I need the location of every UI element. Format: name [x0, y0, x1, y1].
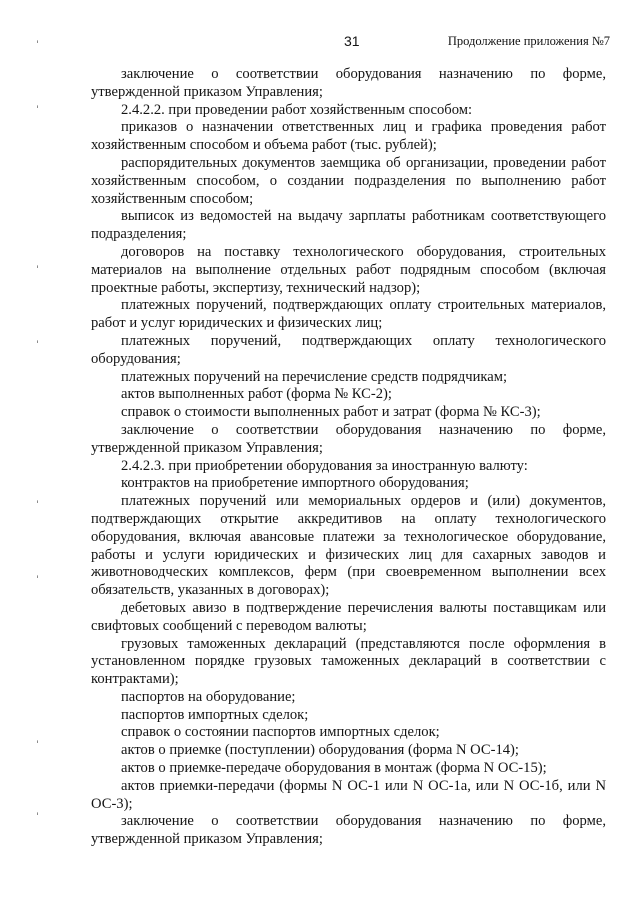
paragraph: паспортов импортных сделок; [121, 706, 309, 723]
page-number: 31 [344, 33, 360, 49]
paragraph: распорядительных документов заемщика об организации, проведении работ хозяйственным способом, о создании подразделения по выполнению работ хозяйственным способом; [91, 154, 606, 207]
paragraph: актов о приемке-передаче оборудования в монтаж (форма N ОС-15); [121, 760, 547, 777]
paragraph: паспортов на оборудование; [121, 688, 296, 705]
paragraph: платежных поручений на перечисление средств подрядчикам; [121, 368, 508, 385]
paragraph: грузовых таможенных деклараций (представляются после оформления в установленном порядке грузовых таможенных деклараций в соответствии с контрактами); [91, 635, 606, 688]
paragraph: договоров на поставку технологического оборудования, строительных материалов на выполнение отдельных работ подрядным способом (включая проектные работы, экспертизу, технический надзор); [91, 243, 606, 296]
paragraph: приказов о назначении ответственных лиц и графика проведения работ хозяйственным способом и объема работ (тыс. рублей); [91, 119, 606, 154]
scan-mark: ˈ [36, 265, 39, 276]
section-heading: 2.4.2.2. при проведении работ хозяйственным способом: [121, 101, 473, 118]
scan-mark: ˈ [36, 340, 39, 351]
scan-mark: ˈ [36, 500, 39, 511]
scan-mark: ˈ [36, 40, 39, 51]
paragraph: справок о стоимости выполненных работ и затрат (форма № КС-3); [121, 404, 541, 421]
paragraph: платежных поручений, подтверждающих оплату технологического оборудования; [91, 332, 606, 367]
paragraph: платежных поручений, подтверждающих оплату строительных материалов, работ и услуг юридических и физических лиц; [91, 297, 606, 332]
scan-mark: ˈ [36, 575, 39, 586]
paragraph: справок о состоянии паспортов импортных сделок; [121, 724, 440, 741]
paragraph: актов выполненных работ (форма № КС-2); [121, 386, 392, 403]
paragraph: актов о приемке (поступлении) оборудования (форма N ОС-14); [121, 742, 519, 759]
scan-mark: ˈ [36, 812, 39, 823]
page-header [0, 33, 640, 53]
scan-mark: ˈ [36, 740, 39, 751]
document-body [91, 66, 606, 849]
paragraph: дебетовых авизо в подтверждение перечисления валюты поставщикам или свифтовых сообщений с переводом валюты; [91, 599, 606, 634]
paragraph: контрактов на приобретение импортного оборудования; [121, 475, 469, 492]
paragraph: заключение о соответствии оборудования назначению по форме, утвержденной приказом Управления; [91, 66, 606, 100]
paragraph: заключение о соответствии оборудования назначению по форме, утвержденной приказом Управления; [91, 421, 606, 456]
paragraph: платежных поручений или мемориальных ордеров и (или) документов, подтверждающих открытие аккредитивов на оплату технологического оборудования, включая авансовые платежи за технологическое оборудование, работы и услуги юридических и физических лиц для сахарных заводов и животноводческих комплексов, ферм (при своевременном выполнении всех обязательств, указанных в договорах); [91, 493, 606, 599]
section-heading: 2.4.2.3. при приобретении оборудования за иностранную валюту: [121, 457, 528, 474]
appendix-note: Продолжение приложения №7 [447, 34, 610, 48]
paragraph: заключение о соответствии оборудования назначению по форме, утвержденной приказом Управления; [91, 813, 606, 848]
paragraph: актов приемки-передачи (формы N ОС-1 или N ОС-1а, или N ОС-1б, или N ОС-3); [91, 777, 606, 812]
paragraph: выписок из ведомостей на выдачу зарплаты работникам соответствующего подразделения; [91, 208, 606, 243]
scan-mark: ˈ [36, 105, 39, 116]
